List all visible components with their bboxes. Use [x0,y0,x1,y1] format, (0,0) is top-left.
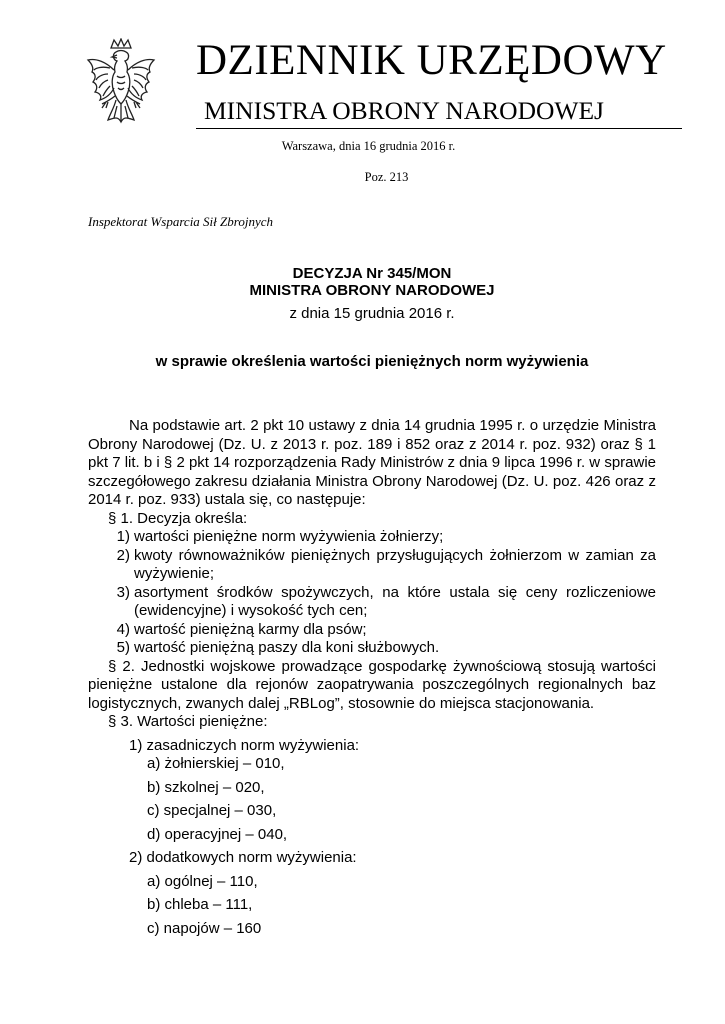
section-3-intro: § 3. Wartości pieniężne: [108,713,268,730]
list-item [88,528,656,547]
list-text: kwoty równoważników pieniężnych przysługujących żołnierzom w zamian za wyżywienie; [134,546,656,582]
preamble: Na podstawie art. 2 pkt 10 ustawy z dnia 14 grudnia 1995 r. o urzędzie Ministra Obrony Narodowej (Dz. U. z 2013 r. poz. 189 i 852 oraz z 2014 r. poz. 932) oraz § 1 pkt 7 lit. b i § 2 pkt 14 rozporządzenia Rady Ministrów z dnia 9 lipca 1996 r. w sprawie szczegółowego zakresu działania Ministra Obrony Narodowej (Dz. U. poz. 426 oraz z 2014 r. poz. 933) ustala się, co następuje: [88,417,656,508]
list-item: a) ogólnej – 110, [147,872,258,890]
section-3-group-2-label: 2) dodatkowych norm wyżywienia: [129,849,357,866]
decision-subject: w sprawie określenia wartości pieniężnych norm wyżywienia [155,353,589,370]
list-text: wartości pieniężne norm wyżywienia żołnierzy; [134,528,444,545]
list-text: asortyment środków spożywczych, na które ustala się ceny rozliczeniowe (ewidencyjne) i wysokość tych cen; [134,583,656,619]
list-item [88,547,656,584]
polish-eagle-emblem [84,38,158,134]
list-text: wartość pieniężną paszy dla koni służbowych. [134,639,440,656]
list-number: 2) [116,546,130,564]
list-item [88,584,656,621]
list-item: c) napojów – 160 [147,919,262,937]
list-item: d) operacyjnej – 040, [147,825,288,843]
list-number: 5) [116,639,130,656]
list-item: b) chleba – 111, [147,896,253,913]
document-body [88,417,656,938]
decision-date: z dnia 15 grudnia 2016 r. [289,305,455,322]
issuing-office: Inspektorat Wsparcia Sił Zbrojnych [88,214,273,229]
list-item [88,639,656,658]
list-item: a) żołnierskiej – 010, [147,755,285,772]
decision-number: DECYZJA Nr 345/MON [292,265,452,282]
position-number: Poz. 213 [364,170,409,184]
list-item: b) szkolnej – 020, [147,778,265,796]
list-number: 4) [116,620,130,638]
masthead-divider [196,128,682,129]
list-number: 3) [116,583,130,601]
list-item: c) specjalnej – 030, [147,802,277,819]
section-1-intro: § 1. Decyzja określa: [108,509,248,527]
decision-authority: MINISTRA OBRONY NARODOWEJ [249,282,495,299]
section-3-group-1-label: 1) zasadniczych norm wyżywienia: [129,736,360,754]
section-2: § 2. Jednostki wojskowe prowadzące gospodarkę żywnościową stosują wartości pieniężne ustalone dla rejonów zaopatrywania poszczególnych regionalnych baz logistycznych, zwanych dalej „RBLog”, stosownie do miejsca stacjonowania. [88,657,656,712]
list-text: wartość pieniężną karmy dla psów; [134,620,367,638]
list-number: 1) [116,528,130,545]
journal-title: DZIENNIK URZĘDOWY [196,37,667,84]
list-item [88,621,656,640]
journal-subtitle: MINISTRA OBRONY NARODOWEJ [204,96,604,125]
publication-place-date: Warszawa, dnia 16 grudnia 2016 r. [281,139,456,153]
